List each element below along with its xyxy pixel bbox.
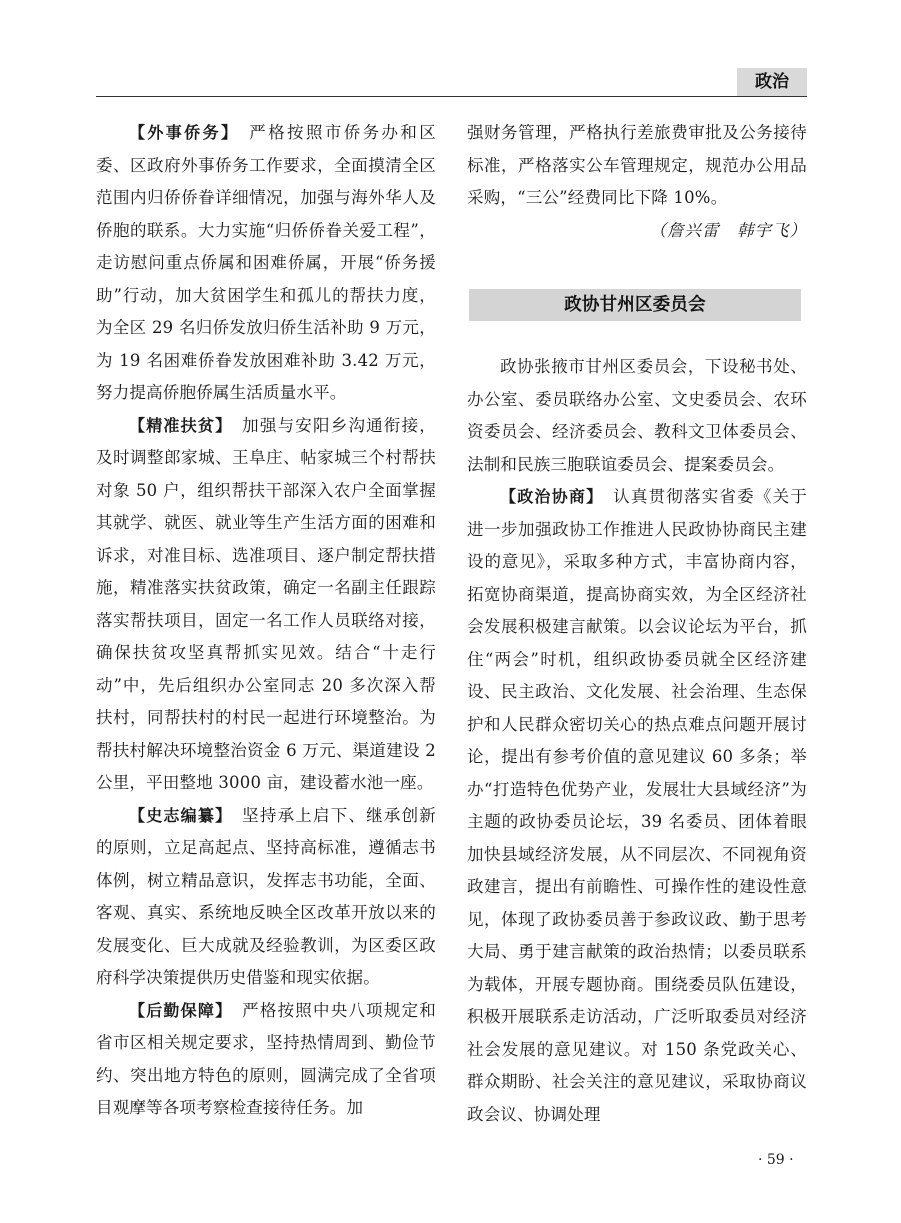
paragraph-text: 加强与安阳乡沟通衔接，及时调整郎家城、王阜庄、帖家城三个村帮扶对象 50 户，组织帮扶干部深入农户全面掌握其就学、就医、就业等生产生活方面的困难和诉求，对准目标、选准项目、逐户制定帮扶措施，精准落实扶贫政策，确定一名副主任跟踪落实帮扶项目，固定一名工作人员联络对接，确保扶贫攻坚真帮抓实见效。结合“十走行动”中，先后组织办公室同志 20 多次深入帮扶村，同帮扶村的村民一起进行环境整治。为帮扶村解决环境整治资金 6 万元、渠道建设 2 公里，平田整地 3000 亩，建设蓄水池一座。	[96, 415, 436, 792]
continuation-paragraph: 强财务管理，严格执行差旅费审批及公务接待标准，严格落实公车管理规定，规范办公用品采购，“三公”经费同比下降 10%。	[467, 123, 807, 207]
paragraph-political-consultation	[467, 481, 807, 1131]
paragraph-poverty-alleviation	[96, 410, 436, 800]
paragraph-tag: 【后勤保障】	[129, 1000, 233, 1020]
header-rule	[96, 96, 807, 97]
paragraph-text: 坚持承上启下、继承创新的原则，立足高起点、坚持高标准，遵循志书体例，树立精品意识，发挥志书功能，全面、客观、真实、系统地反映全区改革开放以来的发展变化、巨大成就及经验教训，为区委区政府科学决策提供历史借鉴和现实依据。	[96, 805, 436, 987]
author-byline: （詹兴雷 韩宇飞）	[649, 220, 807, 240]
paragraph-tag: 【外事侨务】	[129, 123, 240, 142]
paragraph-text: 严格按照市侨务办和区委、区政府外事侨务工作要求，全面摸清全区范围内归侨侨眷详细情况，加强与海外华人及侨胞的联系。大力实施“归侨侨眷关爱工程”，走访慰问重点侨属和困难侨属，开展“侨务援助”行动，加大贫困学生和孤儿的帮扶力度，为全区 29 名归侨发放归侨生活补助 9 万元，为 19 名困难侨眷发放困难补助 3.42 万元，努力提高侨胞侨属生活质量水平。	[96, 123, 437, 402]
paragraph-tag: 【政治协商】	[500, 487, 604, 506]
paragraph-tag: 【精准扶贫】	[129, 415, 233, 435]
paragraph-text: 严格按照中央八项规定和省市区相关规定要求，坚持热情周到、勤俭节约、突出地方特色的原则，圆满完成了全省项目观摩等各项考察检查接待任务。加	[96, 1000, 436, 1117]
section-title: 政协甘州区委员会	[469, 289, 801, 321]
paragraph-foreign-affairs	[96, 117, 436, 410]
page-number: · 59 ·	[758, 1152, 794, 1168]
paragraph-chronicle-compilation	[96, 800, 436, 995]
paragraph-logistics	[96, 995, 436, 1125]
paragraph-tag: 【史志编纂】	[129, 805, 233, 825]
intro-paragraph: 政协张掖市甘州区委员会，下设秘书处、办公室、委员联络办公室、文史委员会、农环资委员会、经济委员会、教科文卫体委员会、法制和民族三胞联谊委员会、提案委员会。	[467, 357, 807, 474]
section-label-tab: 政治	[737, 68, 807, 96]
right-column	[467, 117, 807, 1131]
left-column	[96, 117, 436, 1125]
paragraph-text: 认真贯彻落实省委《关于进一步加强政协工作推进人民政协协商民主建设的意见》，采取多种方式，丰富协商内容，拓宽协商渠道，提高协商实效，为全区经济社会发展积极建言献策。以会议论坛为平台，抓住“两会”时机，组织政协委员就全区经济建设、民主政治、文化发展、社会治理、生态保护和人民群众密切关心的热点难点问题开展讨论，提出有参考价值的意见建议 60 多条；举办“打造特色优势产业，发展壮大县域经济”为主题的政协委员论坛，39 名委员、团体着眼加快县域经济发展，从不同层次、不同视角资政建言，提出有前瞻性、可操作性的建设性意见，体现了政协委员善于参政议政、勤于思考大局、勇于建言献策的政治热情；以委员联系为载体，开展专题协商。围绕委员队伍建设，积极开展联系走访活动，广泛听取委员对经济社会发展的意见建议。对 150 条党政关心、群众期盼、社会关注的意见建议，采取协商议政会议、协调处理	[467, 487, 807, 1124]
